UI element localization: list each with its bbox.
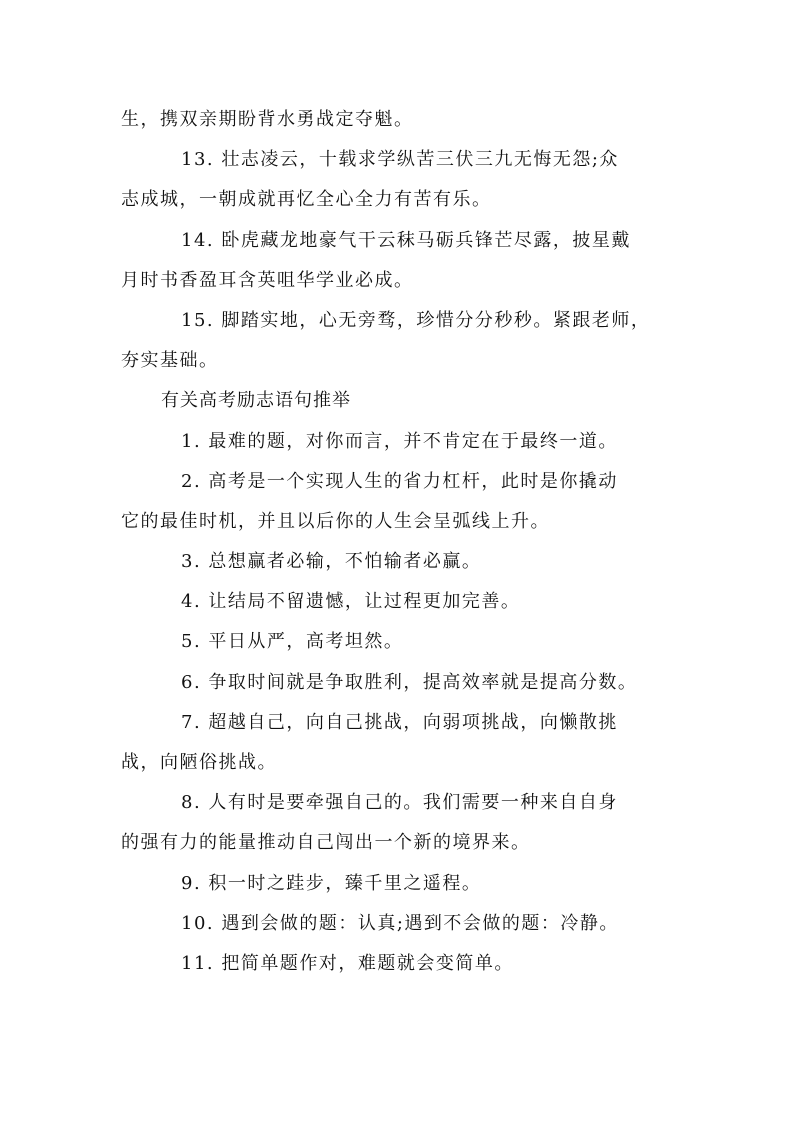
list-item: 11. 把简单题作对，难题就会变简单。 — [181, 952, 514, 974]
section-heading: 有关高考励志语句推举 — [161, 390, 351, 412]
list-item: 1. 最难的题，对你而言，并不肯定在于最终一道。 — [181, 430, 618, 452]
list-item: 15. 脚踏实地，心无旁骛，珍惜分分秒秒。紧跟老师， — [181, 309, 651, 331]
list-item: 7. 超越自己，向自己挑战，向弱项挑战，向懒散挑 — [181, 711, 618, 733]
list-item: 13. 壮志凌云，十载求学纵苦三伏三九无悔无怨;众 — [181, 149, 619, 171]
document-body — [121, 100, 691, 984]
list-item: 10. 遇到会做的题：认真;遇到不会做的题：冷静。 — [181, 912, 619, 934]
list-item: 4. 让结局不留遗憾，让过程更加完善。 — [181, 591, 521, 613]
list-item: 5. 平日从严，高考坦然。 — [181, 631, 404, 653]
list-item: 14. 卧虎藏龙地豪气干云秣马砺兵锋芒尽露，披星戴 — [181, 229, 631, 251]
paragraph-line: 它的最佳时机，并且以后你的人生会呈弧线上升。 — [121, 510, 550, 532]
list-item: 3. 总想赢者必输，不怕输者必赢。 — [181, 551, 482, 573]
paragraph-line: 的强有力的能量推动自己闯出一个新的境界来。 — [121, 832, 531, 854]
paragraph-line: 战，向陋俗挑战。 — [121, 752, 277, 773]
list-item: 6. 争取时间就是争取胜利，提高效率就是提高分数。 — [181, 671, 638, 693]
paragraph-line: 月时书香盈耳含英咀华学业必成。 — [121, 269, 414, 291]
list-item: 2. 高考是一个实现人生的省力杠杆，此时是你撬动 — [181, 470, 618, 492]
paragraph-line: 志成城，一朝成就再忆全心全力有苦有乐。 — [121, 189, 492, 211]
list-item: 8. 人有时是要牵强自己的。我们需要一种来自自身 — [181, 792, 618, 814]
list-item: 9. 积一时之跬步，臻千里之遥程。 — [181, 872, 482, 894]
paragraph-line: 生，携双亲期盼背水勇战定夺魁。 — [121, 109, 414, 130]
paragraph-line: 夯实基础。 — [121, 350, 219, 372]
